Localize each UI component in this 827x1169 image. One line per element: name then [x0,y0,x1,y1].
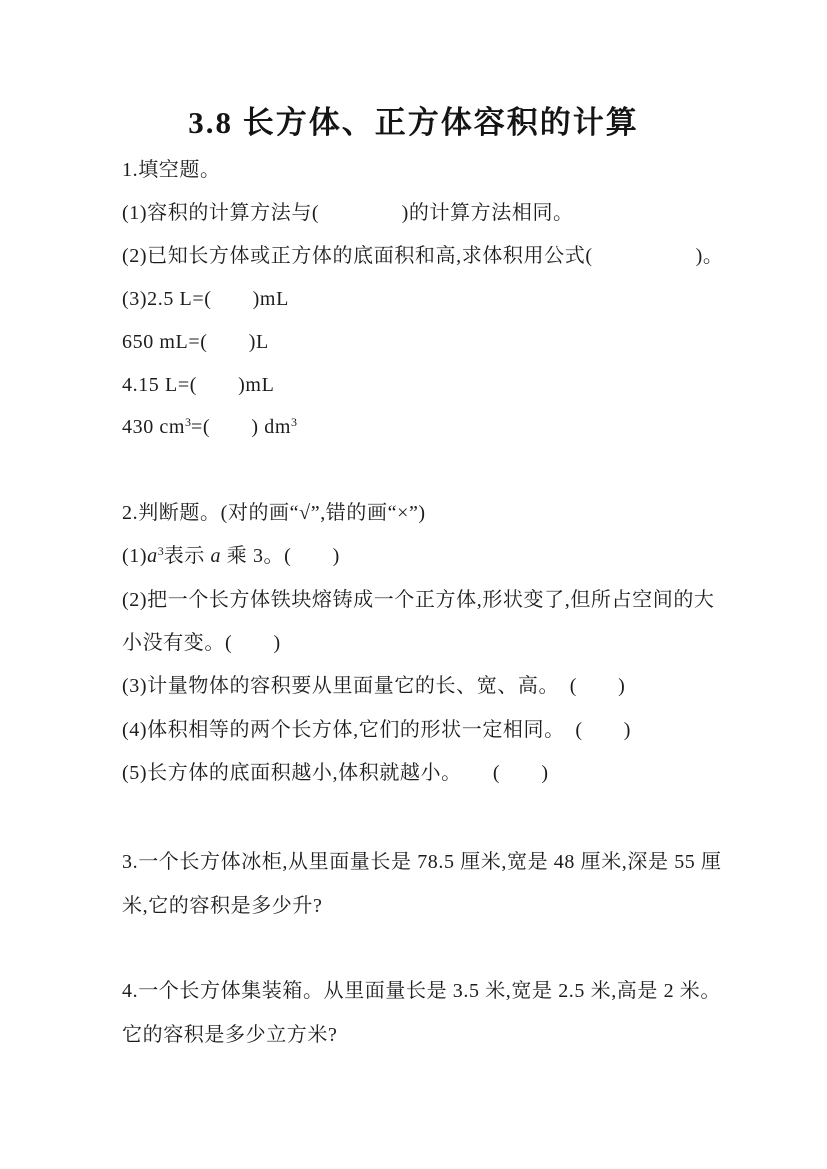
tf1-text-middle: 表示 [163,545,211,567]
question-4-line-1: 4.一个长方体集装箱。从里面量长是 3.5 米,宽是 2.5 米,高是 2 米。 [122,980,721,1002]
true-false-item-3: (3)计量物体的容积要从里面量它的长、宽、高。 ( ) [122,675,626,697]
fill-in-item-3-conversion-3: 4.15 L=( )mL [122,374,275,396]
true-false-item-4: (4)体积相等的两个长方体,它们的形状一定相同。 ( ) [122,719,632,741]
tf1-exponent: 3 [157,544,164,558]
fill-in-item-1: (1)容积的计算方法与( )的计算方法相同。 [122,202,574,224]
tf1-variable-a-2: a [210,545,222,567]
question-3-line-1: 3.一个长方体冰柜,从里面量长是 78.5 厘米,宽是 48 厘米,深是 55 厘 [122,851,722,873]
conversion-4-value: 430 cm [122,416,186,438]
true-false-section-heading: 2.判断题。(对的画“√”,错的画“×”) [122,502,426,524]
tf1-text-tail: 乘 3。( ) [221,545,340,567]
fill-in-item-3-conversion-2: 650 mL=( )L [122,331,269,353]
tf1-variable-a: a [147,545,158,567]
true-false-item-5: (5)长方体的底面积越小,体积就越小。 ( ) [122,762,549,784]
page-title: 3.8 长方体、正方体容积的计算 [188,105,639,140]
true-false-item-1 [122,543,727,569]
fill-in-item-3-conversion-1: (3)2.5 L=( )mL [122,288,289,310]
fill-in-section-heading: 1.填空题。 [122,159,221,181]
conversion-4-exponent-2: 3 [291,415,298,429]
fill-in-item-2: (2)已知长方体或正方体的底面积和高,求体积用公式( )。 [122,245,724,267]
question-4-line-2: 它的容积是多少立方米? [122,1024,338,1046]
fill-in-item-3-conversion-4 [122,414,727,440]
tf1-number: (1) [122,545,148,567]
conversion-4-blank: =( ) dm [191,416,292,438]
true-false-item-2-line-2: 小没有变。( ) [122,632,281,654]
question-3-line-2: 米,它的容积是多少升? [122,895,323,917]
true-false-item-2-line-1: (2)把一个长方体铁块熔铸成一个正方体,形状变了,但所占空间的大 [122,589,715,611]
conversion-4-exponent-1: 3 [185,415,192,429]
